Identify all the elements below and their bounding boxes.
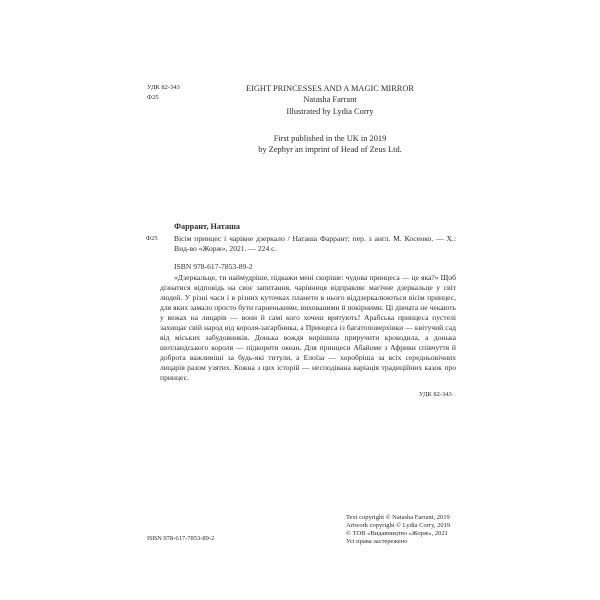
copyright-publisher-line: © ТОВ «Видавництво «Жорж», 2021 xyxy=(346,530,448,537)
original-illustrator: Illustrated by Lydia Corry xyxy=(286,107,374,116)
original-author: Natasha Farrant xyxy=(303,95,357,104)
catalog-isbn: ISBN 978-617-7853-89-2 xyxy=(174,262,253,271)
original-publisher: by Zephyr an imprint of Head of Zeus Ltd. xyxy=(258,145,402,154)
copyright-block xyxy=(346,514,450,546)
isbn-bottom: ISBN 978-617-7853-89-2 xyxy=(147,535,215,542)
catalog-description: Вісім принцес і чарівне дзеркало / Наташа Фаррант; пер. з англ. М. Косенко. — Х.: Вид-во «Жорж», 2021. — 224 с. xyxy=(174,234,456,253)
first-published: First published in the UK in 2019 xyxy=(273,134,387,143)
original-title: EIGHT PRINCESSES AND A MAGIC MIRROR xyxy=(245,84,415,93)
annotation-paragraph: «Дзеркальце, ти наймудріше, підкажи мені скоріше: чудова принцеса — це яка?» Щоб дізнатися відповідь на своє запитання, чарівниця відправляє магічне дзеркальце у світ людей. У різні часи і в різних куточках планети в нього віддзеркалюються вісім принцес, для яких замало просто бути гарненькими, вихованими й покірними. Ці дівчата не чекають у вежах на лицарів — вони й самі кого хочеш врятують! Арабська принцеса пустелі захищає свій народ від короля-загарбника, а Принцеса із багатоповерхівки — квітучий сад від міських забудовників. Донька вождя вирішила приручити крокодила, а донька шотландського короля — підкорити океан. Для принцеси Абайоме з Африки співчуття й доброта важливіші за будь-які титули, а Елоїза — хоробріша за всіх середньовічних лицарів разом узятих. Кожна з цих історій — несподівана варіація традиційних казок про принцес. xyxy=(160,273,456,382)
rights-reserved-line: Усі права застережено xyxy=(346,538,408,545)
annotation xyxy=(160,273,456,383)
copyright-artwork-line: Artwork copyright © Lydia Corry, 2019 xyxy=(346,522,451,529)
catalog-author-heading: Фаррант, Наташа xyxy=(174,222,241,231)
udk-code-bottom: УДК 82-343 xyxy=(419,391,452,398)
udk-code-top: УДК 82-343 xyxy=(147,84,180,91)
bbk-code-top: Ф25 xyxy=(147,94,159,101)
copyright-text-line: Text copyright © Natasha Farrant, 2019 xyxy=(346,514,450,521)
catalog-code: Ф25 xyxy=(146,235,158,242)
